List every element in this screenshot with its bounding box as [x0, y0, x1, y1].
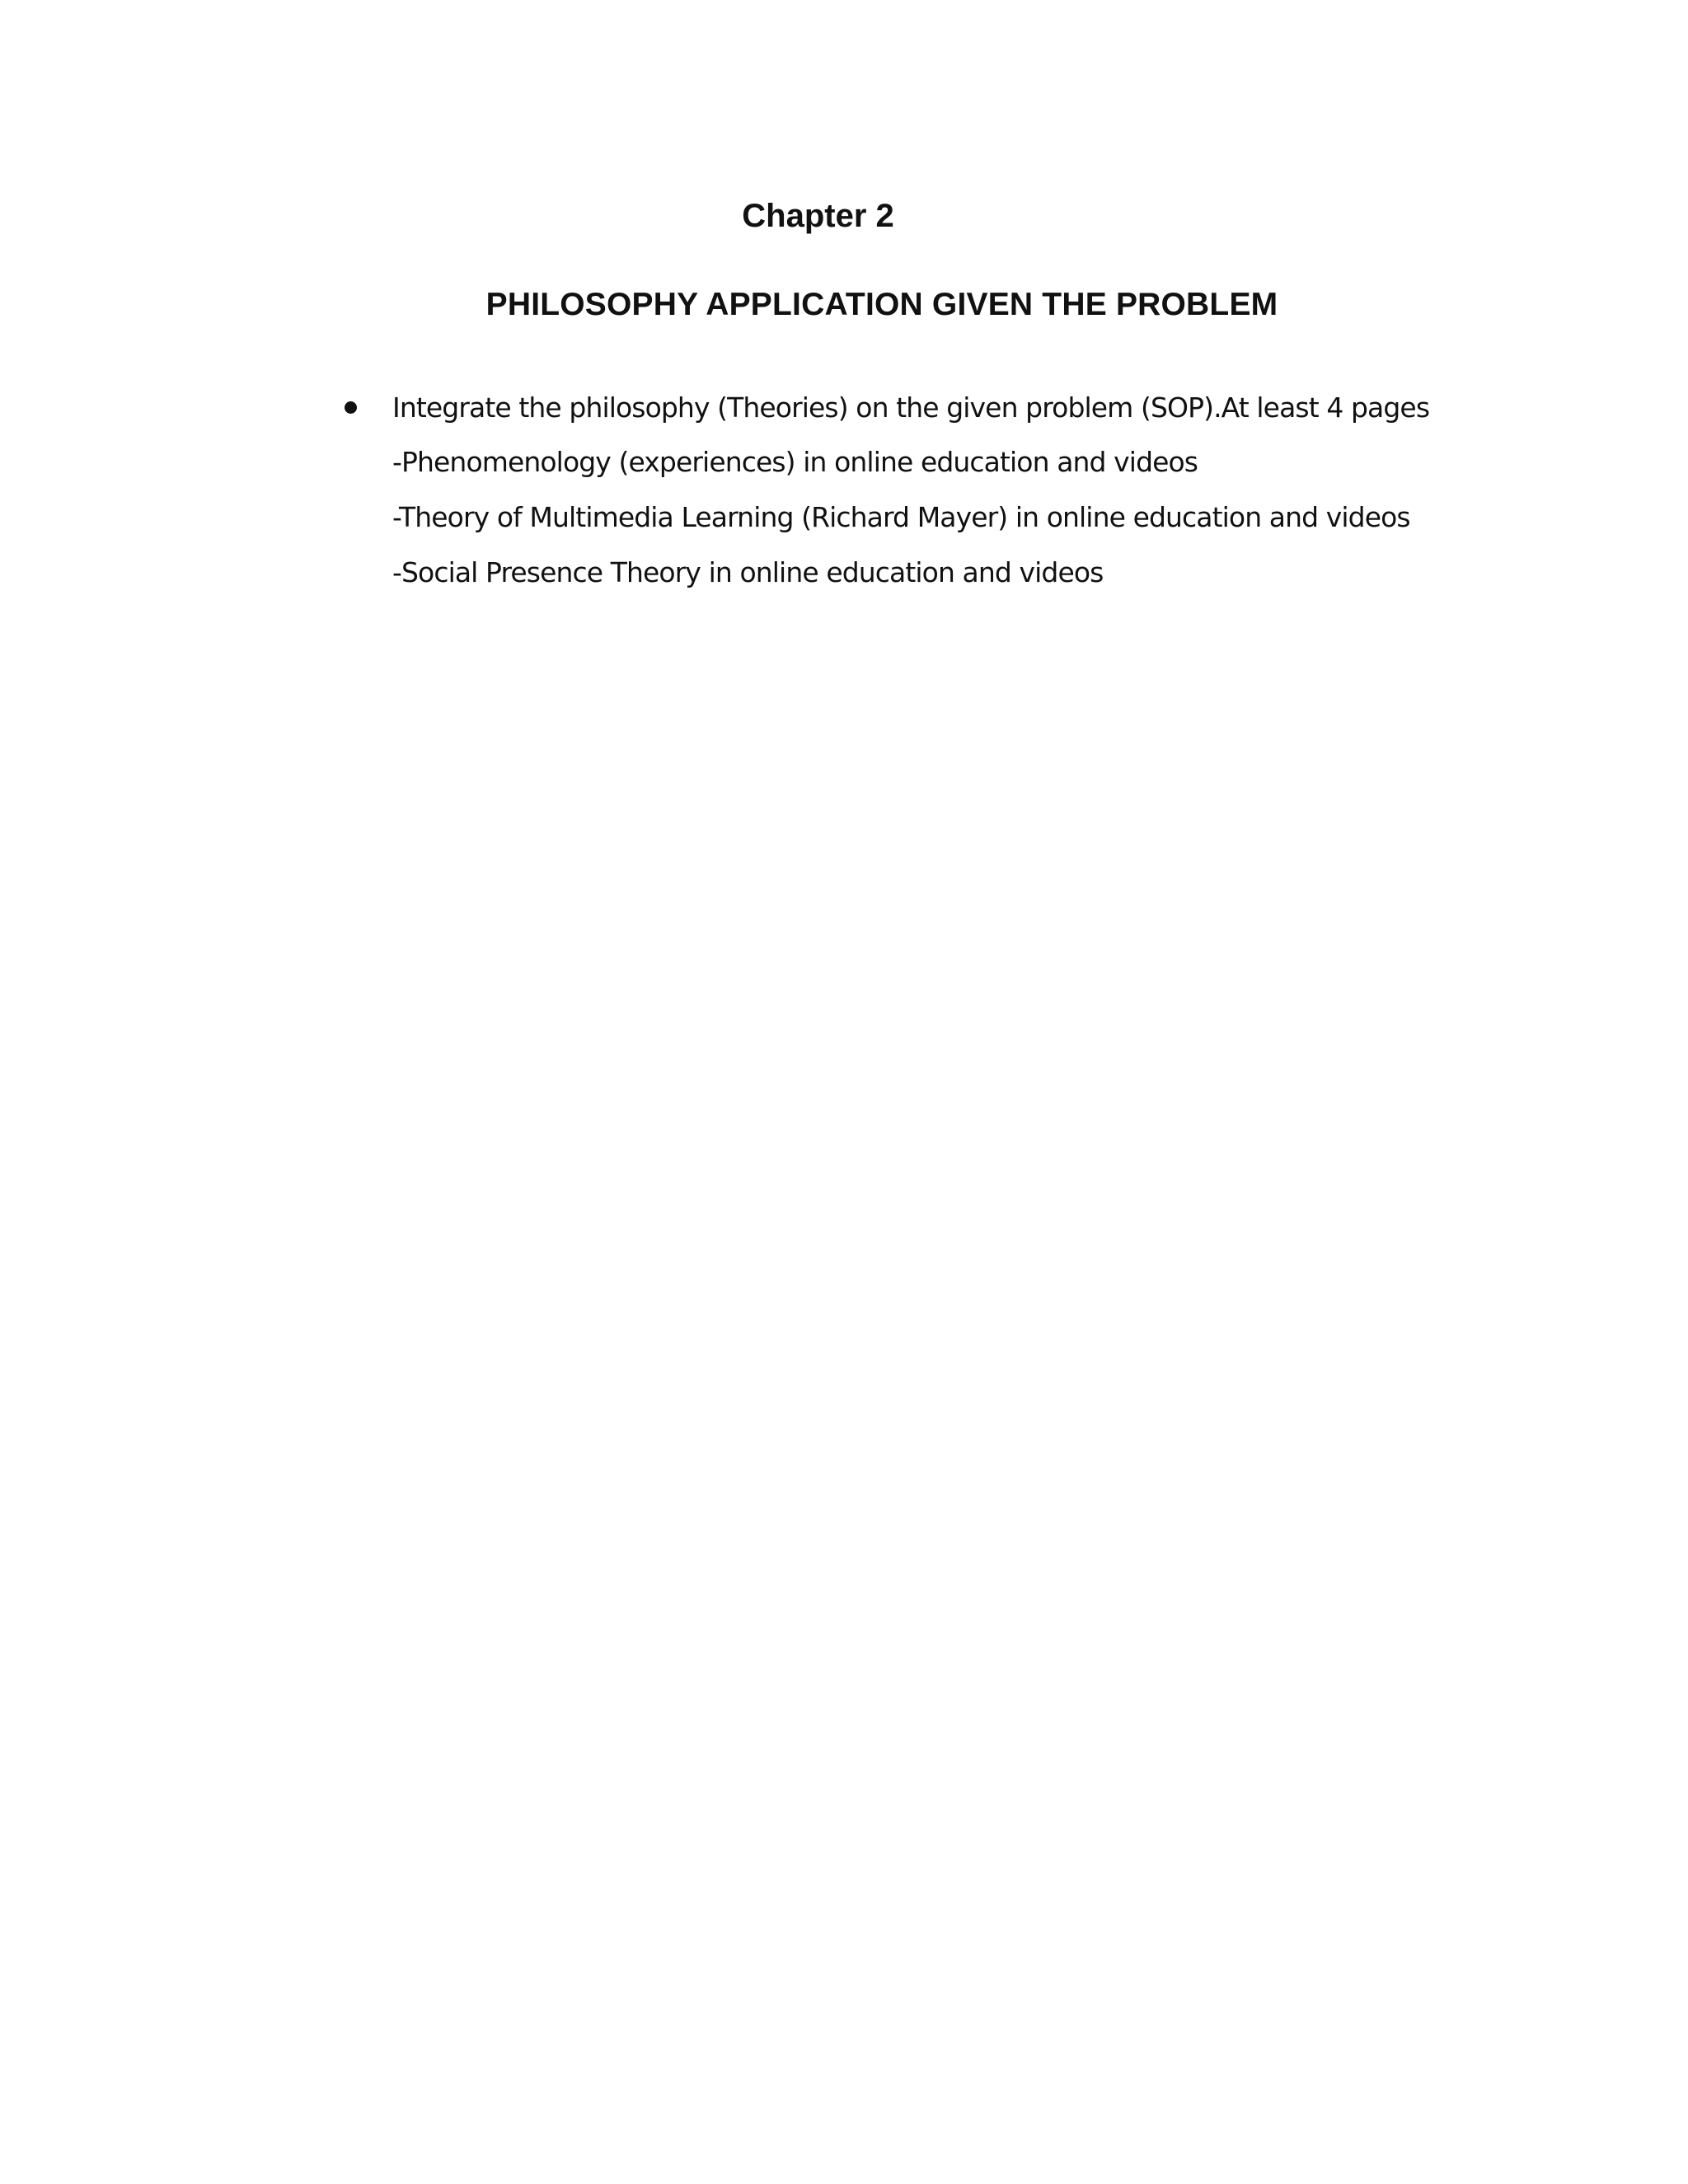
sub-item-text: -Social Presence Theory in online education and videos	[392, 556, 1104, 588]
content-list	[338, 390, 1430, 610]
sub-item-phenomenology	[338, 444, 1409, 499]
list-item	[338, 390, 1430, 444]
sub-item-text: -Phenomenology (experiences) in online education and videos	[392, 446, 1198, 478]
sub-item-social-presence	[338, 555, 1409, 610]
sub-item-text: -Theory of Multimedia Learning (Richard Mayer) in online education and videos	[392, 501, 1410, 533]
chapter-label: Chapter 2	[742, 198, 894, 234]
bullet-icon	[345, 401, 357, 414]
chapter-title: PHILOSOPHY APPLICATION GIVEN THE PROBLEM	[485, 287, 1278, 322]
sub-item-multimedia-learning	[338, 499, 1409, 555]
bullet-text: Integrate the philosophy (Theories) on the given problem (SOP).At least 4 pages	[392, 391, 1430, 424]
